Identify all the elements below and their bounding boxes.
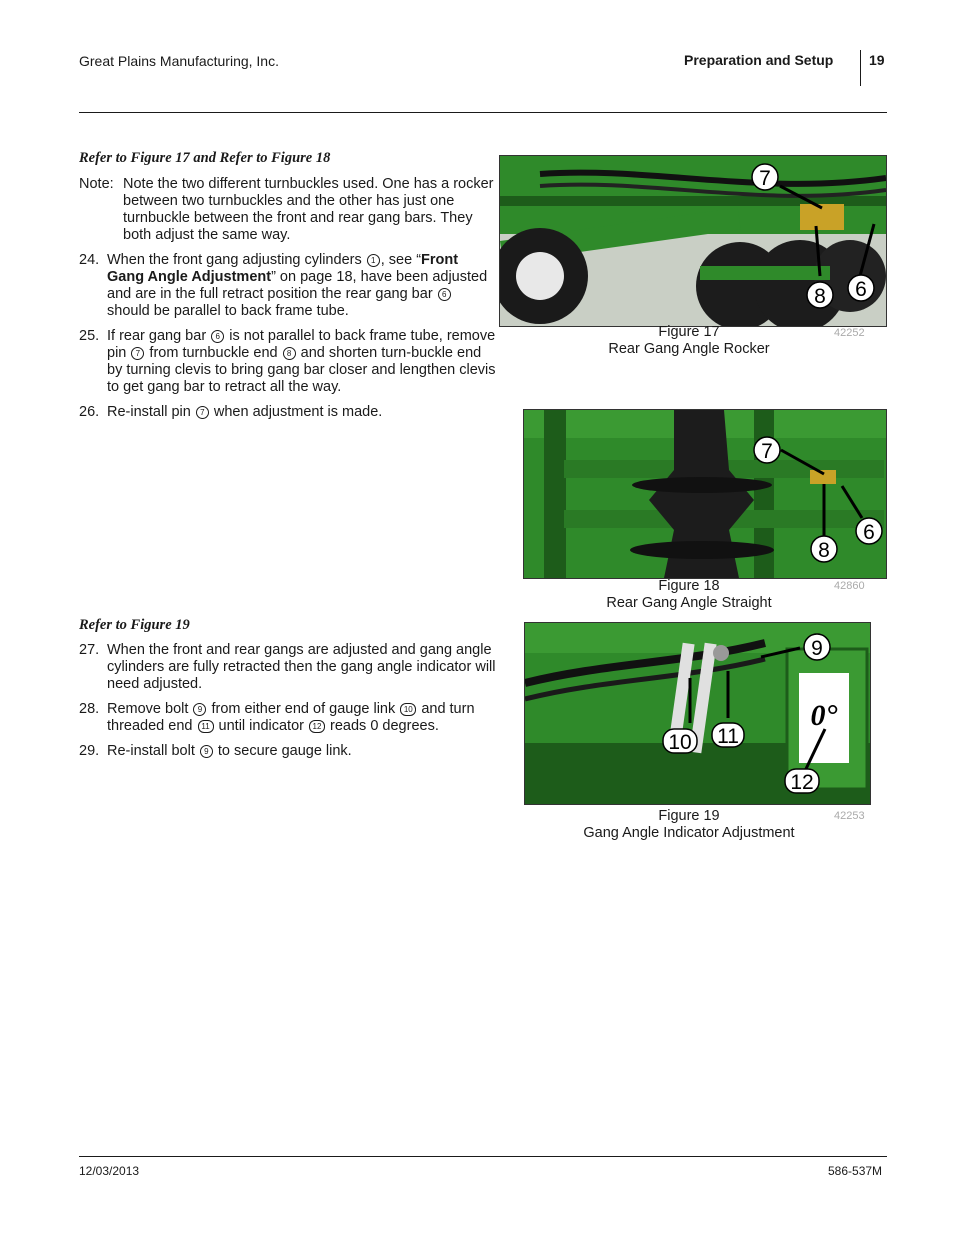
callout-ref: 8 — [283, 347, 296, 360]
callout-label: 7 — [759, 167, 771, 190]
figure-17-caption — [499, 324, 879, 358]
footer-date: 12/03/2013 — [79, 1164, 140, 1178]
callout-ref: 6 — [211, 330, 224, 343]
step-text: until indicator — [218, 718, 304, 734]
step-27 — [79, 642, 497, 693]
callout-label: 8 — [814, 285, 826, 308]
figure-title: Gang Angle Indicator Adjustment — [583, 825, 795, 841]
figure-label: Figure 19 — [658, 808, 720, 824]
step-26 — [79, 404, 497, 421]
step-text: to secure gauge link. — [217, 743, 352, 759]
step-text: Re-install pin — [107, 404, 191, 420]
instructions-block-1 — [79, 150, 497, 429]
step-text: , see “ — [380, 252, 422, 268]
callout-label: 8 — [818, 539, 830, 562]
callout-label: 7 — [761, 440, 773, 463]
callout-label: 6 — [855, 278, 867, 301]
step-text: Re-install bolt — [107, 743, 195, 759]
step-text: should be parallel to back frame tube. — [107, 303, 349, 319]
figure-title: Rear Gang Angle Rocker — [608, 341, 770, 357]
figure-19-photo — [524, 622, 871, 805]
photo-id: 42253 — [834, 810, 865, 822]
callout-10 — [663, 729, 697, 754]
callout-ref: 10 — [400, 703, 416, 716]
figure-18-caption — [499, 578, 879, 612]
footer-rule — [79, 1156, 887, 1157]
figure-17-photo — [499, 155, 887, 327]
callout-8 — [807, 282, 833, 308]
step-number: 28. — [79, 701, 100, 717]
step-text: If rear gang bar — [107, 328, 207, 344]
callout-11 — [712, 723, 744, 748]
figure-label: Figure 18 — [658, 578, 720, 594]
callout-ref: 6 — [438, 288, 451, 301]
header-rule — [79, 112, 887, 113]
header-company: Great Plains Manufacturing, Inc. — [79, 53, 279, 69]
step-text: and turn threaded end — [107, 701, 475, 734]
step-text: from turnbuckle end — [149, 345, 278, 361]
step-24 — [79, 252, 497, 320]
photo-id: 42860 — [834, 580, 865, 592]
header-divider — [860, 50, 861, 86]
step-text: When the front gang adjusting cylinders — [107, 252, 362, 268]
note-label: Note: — [79, 176, 114, 192]
step-29 — [79, 743, 497, 760]
step-text: Remove bolt — [107, 701, 189, 717]
step-number: 26. — [79, 404, 100, 420]
callout-ref: 7 — [131, 347, 144, 360]
step-28 — [79, 701, 497, 735]
instructions-block-2 — [79, 617, 497, 768]
callout-ref: 9 — [200, 745, 213, 758]
callout-ref: 1 — [367, 254, 380, 267]
step-number: 27. — [79, 642, 100, 658]
callout-6 — [848, 275, 874, 301]
step-text: from either end of gauge link — [211, 701, 396, 717]
step-number: 24. — [79, 252, 100, 268]
footer-doc-number: 586-537M — [828, 1164, 883, 1178]
figure-title: Rear Gang Angle Straight — [606, 595, 772, 611]
step-text: When the front and rear gangs are adjusted and gang angle cylinders are fully retracted then the gang angle indicator will need adjusted. — [107, 642, 496, 692]
callout-7 — [752, 164, 778, 190]
bold-link-text: Front Gang Angle Adjustment — [107, 252, 459, 285]
callout-8 — [811, 536, 837, 562]
header-section: Preparation and Setup — [684, 52, 834, 68]
reference-heading: Refer to Figure 19 — [79, 617, 190, 633]
note-text: Note the two different turnbuckles used. One has a rocker between two turnbuckles and the other has just one turnbuckle between the front and rear gang bars. They both adjust the same way. — [123, 176, 494, 243]
callout-label: 12 — [790, 771, 814, 794]
figure-label: Figure 17 — [658, 324, 720, 340]
callout-9 — [804, 634, 830, 660]
figure-18-photo — [523, 409, 887, 579]
callout-12 — [785, 769, 819, 794]
step-text: is not parallel to back frame tube, remove pin — [107, 328, 496, 361]
photo-id: 42252 — [834, 327, 865, 339]
callout-label: 9 — [811, 637, 823, 660]
callout-ref: 9 — [193, 703, 206, 716]
step-text: ” on page 18, have been adjusted and are in the full retract position the rear gang bar — [107, 269, 488, 302]
callout-ref: 11 — [198, 720, 214, 733]
step-number: 29. — [79, 743, 100, 759]
callout-ref: 12 — [309, 720, 325, 733]
callout-label: 10 — [668, 731, 692, 754]
indicator-dial-readout: 0° — [810, 699, 838, 732]
step-text: and shorten turn-buckle end by turning clevis to bring gang bar closer and lengthen clevis to get gang bar to retract all the way. — [107, 345, 496, 395]
callout-6 — [856, 518, 882, 544]
callout-label: 6 — [863, 521, 875, 544]
page-number: 19 — [869, 52, 885, 68]
reference-heading: Refer to Figure 17 and Refer to Figure 18 — [79, 150, 331, 166]
figure-19-caption — [499, 808, 879, 842]
callout-ref: 7 — [196, 406, 209, 419]
callout-label: 11 — [717, 725, 739, 748]
callout-7 — [754, 437, 780, 463]
step-text: reads 0 degrees. — [330, 718, 439, 734]
step-text: when adjustment is made. — [213, 404, 383, 420]
note — [79, 176, 497, 244]
step-number: 25. — [79, 328, 100, 344]
step-25 — [79, 328, 497, 396]
